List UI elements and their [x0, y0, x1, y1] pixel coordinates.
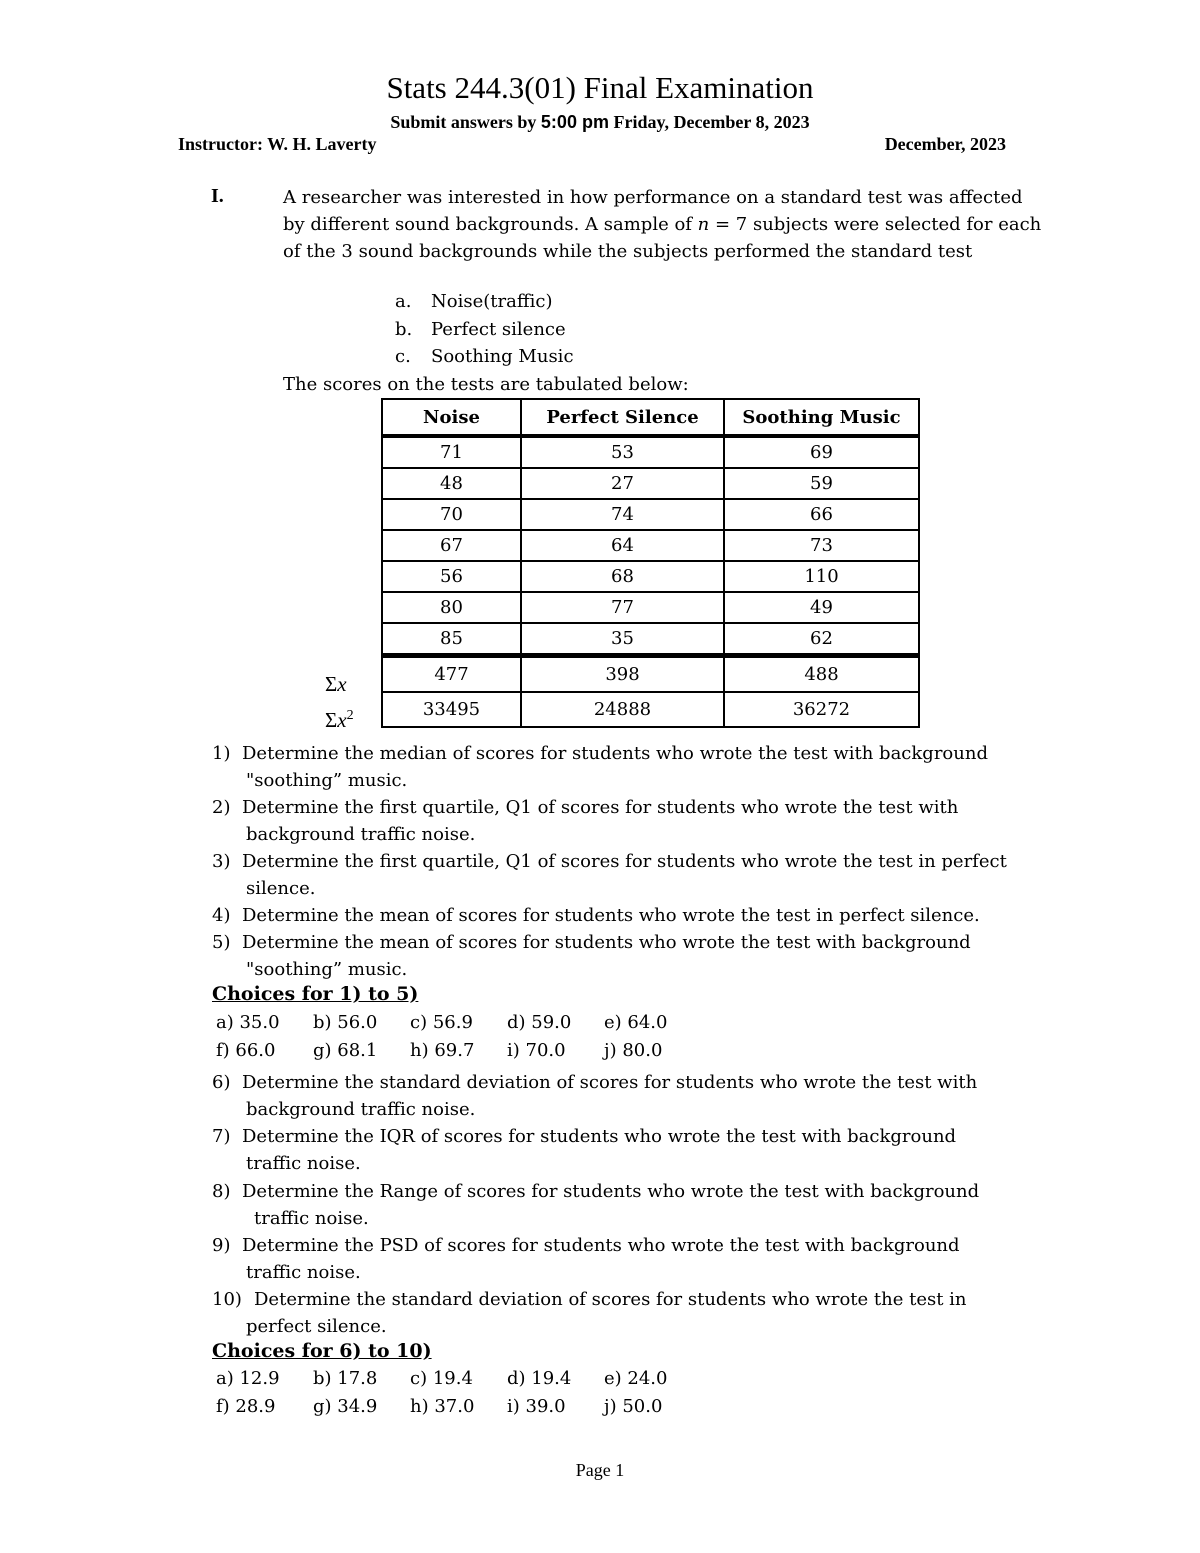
table-cell: 80 [382, 592, 521, 623]
question-text: Determine the standard deviation of scores for students who wrote the test in [254, 1289, 967, 1310]
condition-label: b. [395, 319, 413, 340]
sum-cell: 398 [521, 656, 724, 693]
question-item [212, 1286, 1042, 1340]
question-text-cont: "soothing” music. [246, 770, 408, 791]
sum-label [325, 672, 347, 697]
choices-heading: Choices for 6) to 10) [212, 1340, 432, 1362]
table-cell: 64 [521, 530, 724, 561]
question-item [212, 902, 1042, 929]
choice-item: g) 68.1 [313, 1040, 378, 1061]
choice-item: j) 80.0 [604, 1040, 663, 1061]
table-header-row [382, 399, 919, 436]
condition-item [395, 346, 574, 367]
choice-item: a) 35.0 [216, 1012, 280, 1033]
x-variable: x [337, 672, 347, 696]
header-noise: Noise [382, 399, 521, 436]
question-text-cont: traffic noise. [246, 1153, 361, 1174]
question-number: 8) [212, 1181, 231, 1202]
question-text-cont: background traffic noise. [246, 824, 476, 845]
choice-item: f) 28.9 [216, 1396, 276, 1417]
intro-text-2: = 7 subjects were selected for each of the 3 sound backgrounds while the subjects performed the standard test [283, 214, 1042, 262]
question-number: 5) [212, 932, 231, 953]
choice-item: d) 19.4 [507, 1368, 572, 1389]
question-item [212, 1123, 1042, 1177]
table-row [382, 592, 919, 623]
table-cell: 66 [724, 499, 919, 530]
choice-item: b) 17.8 [313, 1368, 378, 1389]
page-number: Page 1 [575, 1460, 625, 1480]
question-item [212, 929, 1042, 983]
table-cell: 77 [521, 592, 724, 623]
instructor-name: Instructor: W. H. Laverty [178, 134, 377, 154]
table-cell: 70 [382, 499, 521, 530]
question-text-cont: "soothing” music. [246, 959, 408, 980]
table-cell: 85 [382, 623, 521, 656]
question-item [212, 1069, 1042, 1123]
sum-squares-cell: 36272 [724, 692, 919, 727]
table-cell: 110 [724, 561, 919, 592]
table-cell: 59 [724, 468, 919, 499]
choice-row [216, 1012, 701, 1033]
question-number: 1) [212, 743, 231, 764]
question-text: Determine the mean of scores for students who wrote the test in perfect silence. [242, 905, 980, 926]
choice-item: i) 39.0 [507, 1396, 566, 1417]
question-item [212, 1178, 1042, 1232]
table-row [382, 468, 919, 499]
table-cell: 53 [521, 436, 724, 468]
table-cell: 74 [521, 499, 724, 530]
sum-squares-cell: 24888 [521, 692, 724, 727]
table-cell: 35 [521, 623, 724, 656]
choice-item: b) 56.0 [313, 1012, 378, 1033]
question-text-cont: traffic noise. [254, 1208, 369, 1229]
intro-text-1: A researcher was interested in how performance on a standard test was affected by different sound backgrounds. A sample of [283, 187, 1023, 235]
choice-row [216, 1368, 701, 1389]
submit-time: 5:00 pm [540, 112, 609, 132]
condition-text: Noise(traffic) [431, 291, 553, 312]
condition-item [395, 291, 552, 312]
table-cell: 27 [521, 468, 724, 499]
sigma-symbol: Σ [325, 708, 338, 732]
table-cell: 68 [521, 561, 724, 592]
choice-item: e) 64.0 [604, 1012, 668, 1033]
question-text: Determine the first quartile, Q1 of scores for students who wrote the test in perfect [242, 851, 1007, 872]
submit-prefix: Submit answers by [390, 112, 541, 132]
question-text: Determine the median of scores for students who wrote the test with background [242, 743, 988, 764]
table-lead: The scores on the tests are tabulated below: [283, 374, 689, 395]
table-cell: 62 [724, 623, 919, 656]
question-item [212, 794, 1042, 848]
question-number: 6) [212, 1072, 231, 1093]
question-item [212, 740, 1042, 794]
question-text: Determine the first quartile, Q1 of scores for students who wrote the test with [242, 797, 959, 818]
question-number: 7) [212, 1126, 231, 1147]
table-cell: 48 [382, 468, 521, 499]
table-row [382, 561, 919, 592]
question-text-cont: traffic noise. [246, 1262, 361, 1283]
question-text: Determine the mean of scores for students who wrote the test with background [242, 932, 971, 953]
question-text: Determine the standard deviation of scores for students who wrote the test with [242, 1072, 978, 1093]
submission-deadline [0, 112, 1200, 133]
table-cell: 73 [724, 530, 919, 561]
n-variable: n [697, 214, 710, 235]
table-row [382, 499, 919, 530]
submit-suffix: Friday, December 8, 2023 [608, 112, 810, 132]
sigma-symbol: Σ [325, 672, 338, 696]
table-cell: 49 [724, 592, 919, 623]
sum-squares-row [382, 692, 919, 727]
table-cell: 56 [382, 561, 521, 592]
sum-row [382, 656, 919, 693]
choice-item: i) 70.0 [507, 1040, 566, 1061]
question-item [212, 848, 1042, 902]
question-number: 10) [212, 1289, 242, 1310]
question-text: Determine the IQR of scores for students who wrote the test with background [242, 1126, 957, 1147]
scores-table [381, 398, 920, 728]
condition-label: c. [395, 346, 411, 367]
question-number: 2) [212, 797, 231, 818]
condition-item [395, 319, 566, 340]
question-number: 9) [212, 1235, 231, 1256]
question-text: Determine the PSD of scores for students who wrote the test with background [242, 1235, 960, 1256]
choice-row [216, 1396, 701, 1417]
header-soothing-music: Soothing Music [724, 399, 919, 436]
question-number: 4) [212, 905, 231, 926]
choice-item: h) 69.7 [410, 1040, 475, 1061]
sum-cell: 488 [724, 656, 919, 693]
choice-item: g) 34.9 [313, 1396, 378, 1417]
sum-squares-cell: 33495 [382, 692, 521, 727]
exam-date: December, 2023 [884, 134, 1006, 154]
section-intro [283, 184, 1043, 265]
page-title: Stats 244.3(01) Final Examination [386, 70, 814, 105]
choice-item: f) 66.0 [216, 1040, 276, 1061]
question-text-cont: silence. [246, 878, 316, 899]
choice-item: h) 37.0 [410, 1396, 475, 1417]
choice-row [216, 1040, 701, 1061]
choice-item: c) 19.4 [410, 1368, 473, 1389]
choice-item: d) 59.0 [507, 1012, 572, 1033]
table-cell: 71 [382, 436, 521, 468]
sum-squares-label [325, 708, 354, 733]
table-row [382, 623, 919, 656]
header-perfect-silence: Perfect Silence [521, 399, 724, 436]
choice-item: e) 24.0 [604, 1368, 668, 1389]
choice-item: c) 56.9 [410, 1012, 473, 1033]
section-number: I. [211, 185, 224, 207]
table-row [382, 436, 919, 468]
table-cell: 69 [724, 436, 919, 468]
condition-text: Soothing Music [431, 346, 574, 367]
exponent: 2 [346, 708, 354, 723]
x-variable: x [337, 708, 347, 732]
table-cell: 67 [382, 530, 521, 561]
question-number: 3) [212, 851, 231, 872]
sum-cell: 477 [382, 656, 521, 693]
question-text-cont: background traffic noise. [246, 1099, 476, 1120]
question-text-cont: perfect silence. [246, 1316, 387, 1337]
choice-item: a) 12.9 [216, 1368, 280, 1389]
table-row [382, 530, 919, 561]
question-item [212, 1232, 1042, 1286]
choice-item: j) 50.0 [604, 1396, 663, 1417]
condition-text: Perfect silence [431, 319, 566, 340]
question-text: Determine the Range of scores for students who wrote the test with background [242, 1181, 980, 1202]
condition-label: a. [395, 291, 412, 312]
choices-heading: Choices for 1) to 5) [212, 983, 419, 1005]
